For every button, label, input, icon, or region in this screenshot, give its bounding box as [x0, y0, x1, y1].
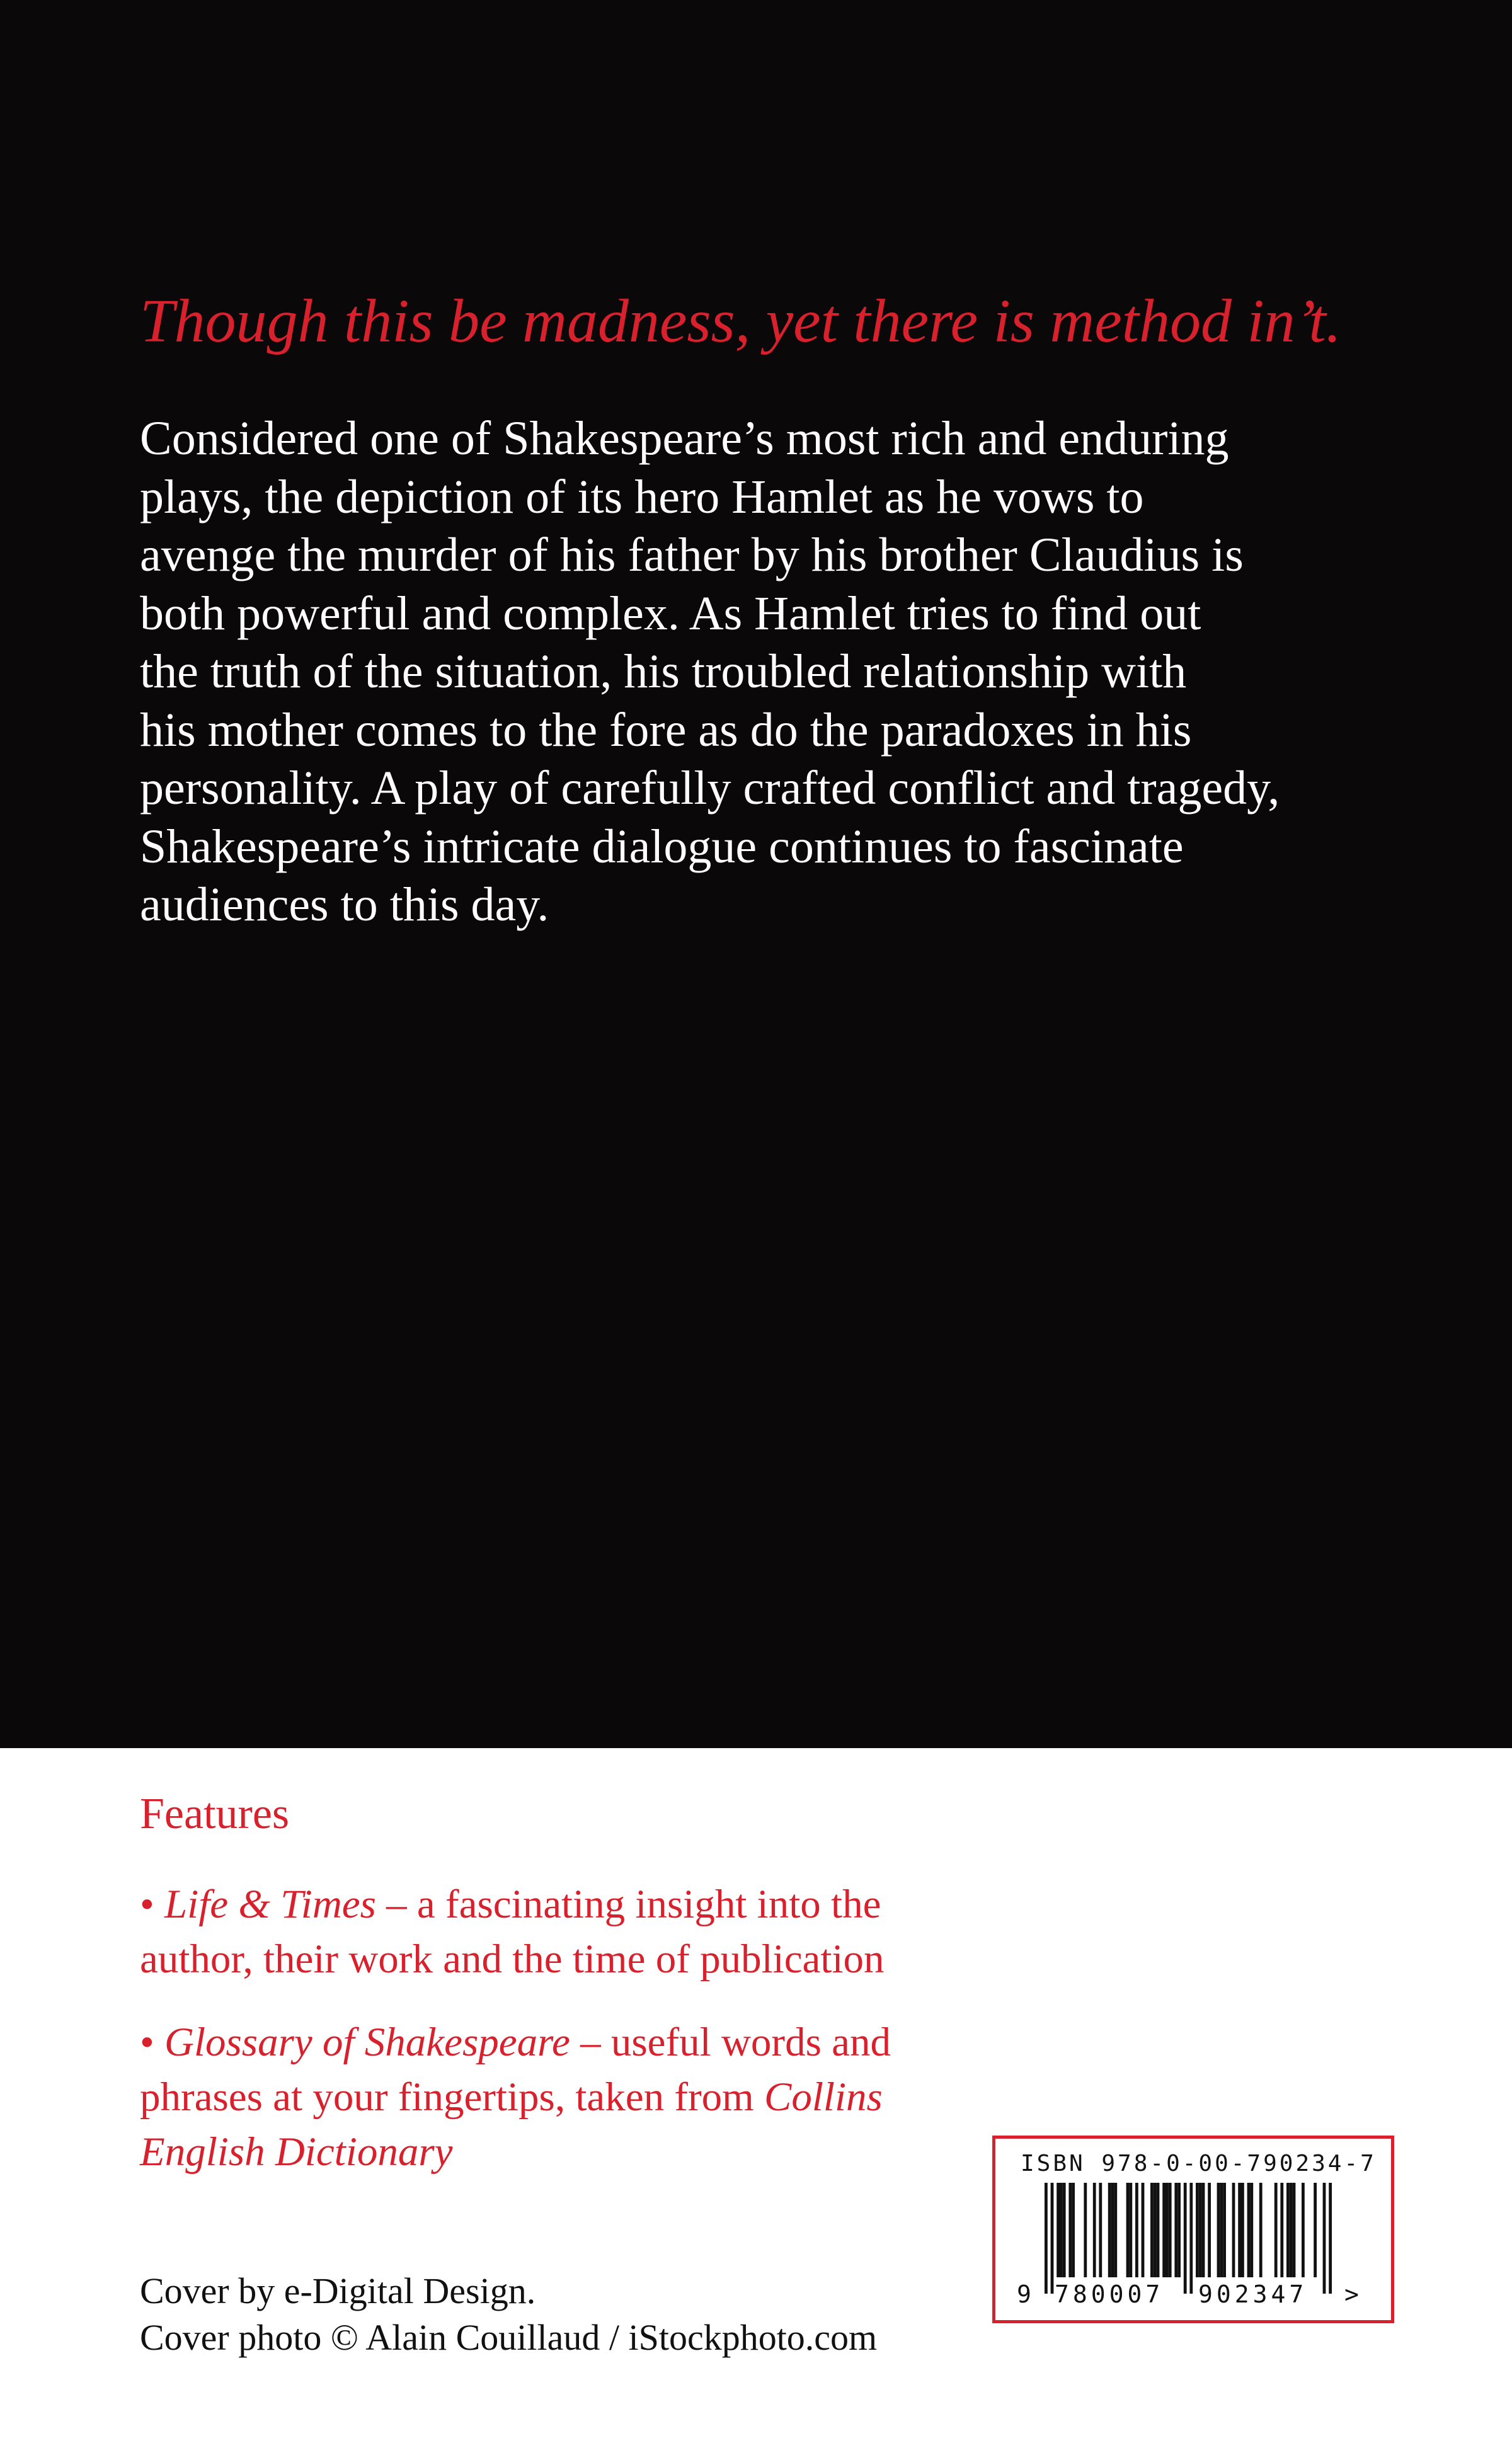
barcode-bar [1217, 2183, 1220, 2277]
barcode-bar [1174, 2183, 1177, 2277]
barcode-bar [1247, 2183, 1251, 2277]
cover-blurb [140, 409, 1400, 934]
barcode-bar [1157, 2183, 1160, 2277]
feature-line: author, their work and the time of publication [140, 1936, 885, 1982]
barcode-bar [1323, 2183, 1326, 2294]
blurb-line: his mother comes to the fore as do the paradoxes in his [140, 703, 1192, 757]
feature-source-title: English Dictionary [140, 2129, 453, 2175]
barcode-bar [1150, 2183, 1154, 2277]
feature-title: Glossary of Shakespeare [164, 2020, 570, 2065]
barcode-bar [1126, 2183, 1130, 2277]
feature-text: phrases at your fingertips, taken from [140, 2074, 764, 2120]
barcode-bar [1220, 2183, 1223, 2277]
barcode-bar [1280, 2183, 1283, 2277]
isbn-label: ISBN 978-0-00-790234-7 [1021, 2151, 1377, 2176]
barcode-bar [1169, 2183, 1172, 2277]
barcode-bar [1142, 2183, 1145, 2277]
barcode-lead-digit: 9 [1017, 2280, 1031, 2308]
barcode-bar [1068, 2183, 1072, 2277]
feature-text: useful words and [610, 2020, 891, 2065]
features-heading: Features [140, 1790, 290, 1838]
bullet-icon: • [140, 1882, 154, 1927]
barcode-bar [1286, 2183, 1290, 2277]
barcode-bar [1259, 2183, 1263, 2277]
blurb-line: both powerful and complex. As Hamlet tries to find out [140, 586, 1201, 640]
feature-item-glossary [140, 2015, 891, 2180]
barcode-bar [1057, 2183, 1060, 2277]
barcode-bar [1162, 2183, 1166, 2277]
barcode-bar [1135, 2183, 1138, 2277]
feature-title: Life & Times [164, 1882, 376, 1927]
barcode-bar [1084, 2183, 1087, 2277]
barcode-bar [1063, 2183, 1066, 2277]
barcode-bar [1045, 2183, 1048, 2294]
barcode-bar [1051, 2183, 1054, 2294]
feature-source-title: Collins [764, 2074, 883, 2120]
barcode-bar [1223, 2183, 1226, 2277]
isbn-barcode [992, 2136, 1394, 2323]
blurb-line: plays, the depiction of its hero Hamlet as he vows to [140, 470, 1144, 523]
barcode-digits-right: 902347 [1198, 2280, 1308, 2308]
barcode-bar [1184, 2183, 1187, 2294]
barcode-bar [1274, 2183, 1278, 2277]
barcode-bar [1238, 2183, 1241, 2277]
barcode-trailing-mark: > [1344, 2280, 1359, 2308]
blurb-line: Considered one of Shakespeare’s most rich and enduring [140, 412, 1229, 465]
barcode-bar [1302, 2183, 1305, 2277]
barcode-bar [1099, 2183, 1102, 2277]
feature-separator: – [375, 1882, 417, 1927]
barcode-bar [1060, 2183, 1063, 2277]
barcode-bar [1241, 2183, 1244, 2277]
barcode-bar [1232, 2183, 1235, 2277]
barcode-bar [1072, 2183, 1075, 2277]
barcode-bar [1290, 2183, 1293, 2277]
barcode-bar [1129, 2183, 1132, 2277]
barcode-bar [1154, 2183, 1157, 2277]
barcode-bar [1314, 2183, 1317, 2277]
barcode-bar [1199, 2183, 1202, 2277]
blurb-line: the truth of the situation, his troubled relationship with [140, 645, 1187, 698]
barcode-bar [1189, 2183, 1193, 2294]
barcode-bar [1108, 2183, 1111, 2277]
feature-separator: – [570, 2020, 611, 2065]
blurb-line: personality. A play of carefully crafted conflict and tragedy, [140, 762, 1280, 815]
barcode-bar [1093, 2183, 1096, 2277]
cover-quote: Though this be madness, yet there is method in’t. [140, 287, 1342, 355]
barcode-bar [1166, 2183, 1169, 2277]
blurb-line: Shakespeare’s intricate dialogue continues to fascinate [140, 820, 1184, 873]
barcode-bar [1177, 2183, 1181, 2277]
blurb-line: avenge the murder of his father by his brother Claudius is [140, 529, 1244, 581]
barcode-bar [1250, 2183, 1253, 2277]
credit-photo: Cover photo © Alain Couillaud / iStockphoto.com [140, 2317, 878, 2358]
barcode-bar [1329, 2183, 1332, 2294]
barcode-bar [1114, 2183, 1117, 2277]
cover-credits [140, 2268, 877, 2361]
feature-line [140, 2015, 891, 2070]
barcode-bar [1208, 2183, 1211, 2277]
feature-item-life-and-times [140, 1877, 885, 1987]
bullet-icon: • [140, 2020, 154, 2065]
barcode-bar [1202, 2183, 1205, 2277]
feature-text: a fascinating insight into the [416, 1882, 881, 1927]
barcode-bar [1196, 2183, 1199, 2277]
barcode-bar [1111, 2183, 1114, 2277]
feature-line [140, 2070, 891, 2125]
barcode-digits-left: 780007 [1055, 2280, 1164, 2308]
barcode-bar [1293, 2183, 1296, 2277]
credit-design: Cover by e-Digital Design. [140, 2270, 536, 2311]
blurb-line: audiences to this day. [140, 878, 549, 931]
feature-line [140, 1877, 885, 1932]
